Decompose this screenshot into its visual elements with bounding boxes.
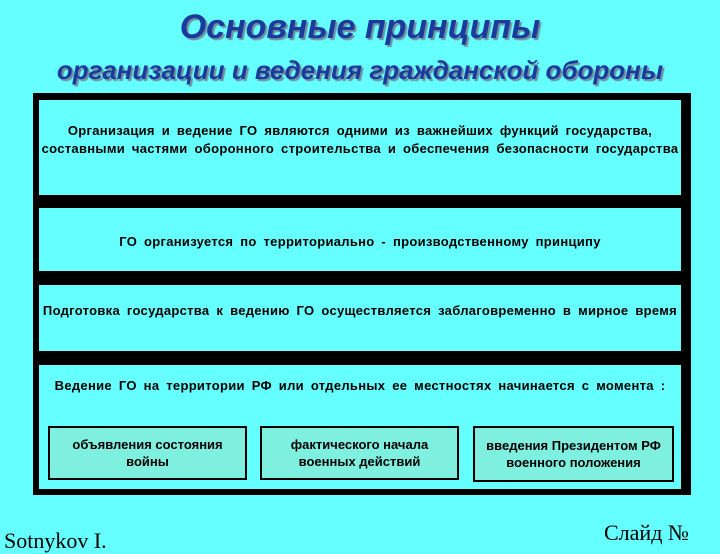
principle-text-3: Подготовка государства к ведению ГО осуществляется заблаговременно в мирное время: [42, 303, 678, 318]
principle-box-1: [39, 100, 681, 195]
moment-text-1: объявления состояния войны: [72, 437, 223, 469]
footer-slide-number: Слайд №: [604, 520, 689, 545]
moment-text-2: фактического начала военных действий: [290, 437, 429, 469]
slide-title: Основные принципы: [179, 8, 541, 46]
footer-author: Sotnykov I.: [4, 528, 107, 553]
principle-text-2: ГО организуется по территориально - производственному принципу: [119, 234, 601, 249]
moment-text-3: введения Президентом РФ военного положения: [486, 438, 661, 470]
principle-text-1: Организация и ведение ГО являются одними из важнейших функций государства, составными частями оборонного строительства и обеспечения безопасности государства: [41, 123, 679, 156]
slide-subtitle: организации и ведения гражданской обороны: [56, 55, 664, 85]
principle-text-4: Ведение ГО на территории РФ или отдельных ее местностях начинается с момента :: [54, 378, 666, 393]
moment-box-war-declaration: [48, 426, 247, 480]
moment-box-hostilities-start: [260, 426, 459, 480]
principle-box-2: [39, 208, 681, 271]
moment-box-martial-law: [473, 426, 674, 482]
principle-box-3: [39, 285, 681, 351]
